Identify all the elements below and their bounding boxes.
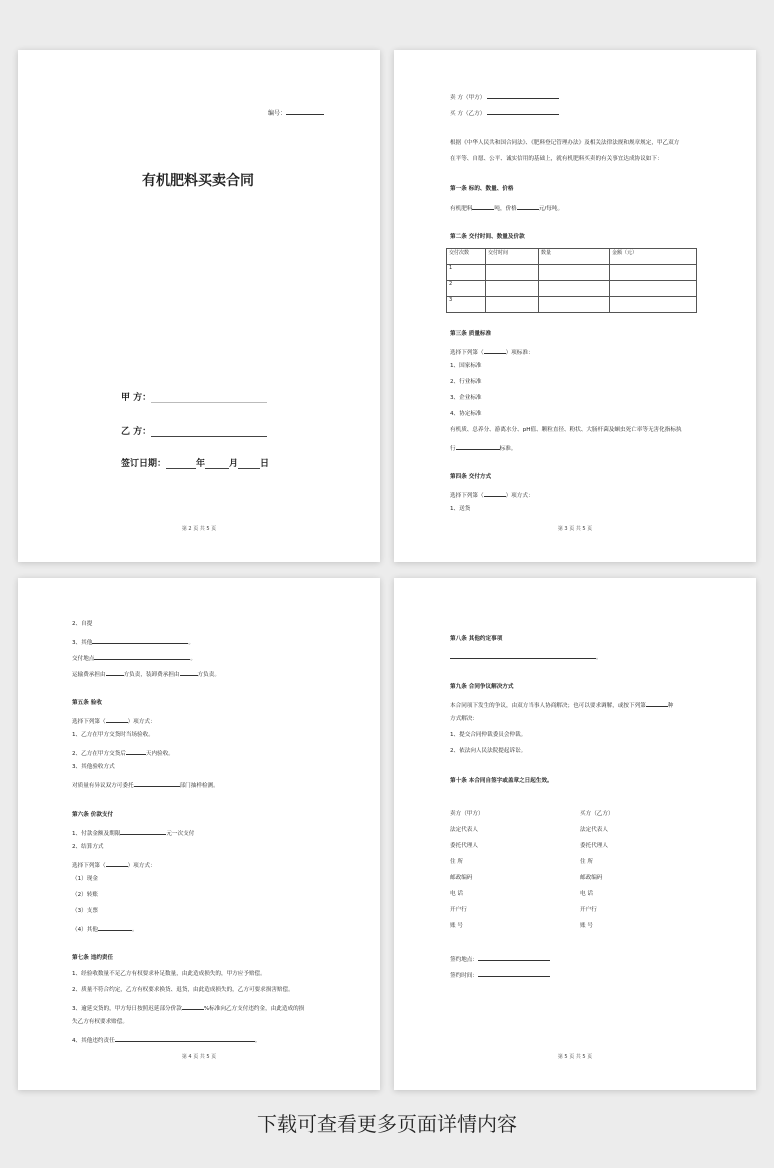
month-blank — [205, 459, 229, 469]
download-caption[interactable]: 下载可查看更多页面详情内容 — [257, 1112, 517, 1136]
table-header-cell: 数量 — [539, 249, 610, 265]
pay-transfer: （2）转账 — [72, 892, 98, 898]
quality-blank — [456, 443, 500, 450]
freight-c: 方负责。 — [197, 672, 220, 678]
other-label: 3、其他 — [72, 640, 93, 646]
p3-line-1: 2、自提 — [72, 621, 93, 627]
page-footer: 第 2 页 共 5 页 — [181, 526, 217, 532]
article-3-heading: 第三条 质量标准 — [450, 331, 492, 337]
standard-choose — [450, 347, 534, 357]
party-a-line — [121, 390, 267, 403]
article-2-heading: 第二条 交付时间、数量及价款 — [450, 234, 525, 240]
tons-blank — [472, 203, 494, 210]
article-8-heading: 第八条 其他约定事项 — [450, 636, 503, 642]
choose-blank — [484, 490, 506, 497]
delivery-choose — [450, 490, 534, 500]
buyer-legal-rep: 法定代表人 — [580, 827, 608, 833]
standard-4: 4、协定标准 — [450, 411, 482, 417]
delivery-1: 1、送货 — [450, 506, 471, 512]
sign-time-blank — [478, 970, 550, 977]
party-b-line — [121, 424, 267, 437]
liability-blank — [115, 1035, 255, 1042]
days-blank — [126, 748, 146, 755]
article-1-text — [450, 203, 563, 213]
price-blank — [517, 203, 539, 210]
p3-line-2: 3、其他 。 — [72, 637, 194, 647]
liability-3-cont: 失乙方有权要求赔偿。 — [72, 1019, 128, 1025]
accept-3: 3、其他验收方式 — [72, 764, 115, 770]
art1-text-c: 元/每吨。 — [538, 206, 564, 212]
sign-date-line — [121, 456, 269, 469]
day-blank — [238, 459, 260, 469]
other-terms-blank — [450, 652, 596, 659]
dispute-4: 2、依法向人民法院提起诉讼。 — [450, 748, 527, 754]
liability-4: 4、其他违约责任 。 — [72, 1035, 260, 1045]
pay-other-blank — [98, 924, 132, 931]
table-row — [447, 281, 697, 297]
table-cell — [610, 265, 697, 281]
payment-1a: 1、付款金额及期限 — [72, 831, 121, 837]
delivery-table — [446, 248, 697, 313]
table-row — [447, 265, 697, 281]
dispute-blank — [646, 700, 668, 707]
contract-page-3 — [18, 578, 380, 1090]
seller-label: 卖 方（甲方） — [450, 95, 486, 101]
accept-2 — [72, 748, 174, 758]
page-footer: 第 3 页 共 5 页 — [557, 526, 593, 532]
choose-a: 选择下列第（ — [450, 493, 484, 499]
choose-blank — [106, 716, 128, 723]
choose-blank — [106, 860, 128, 867]
liability-4-label: 4、其他违约责任 — [72, 1038, 115, 1044]
table-cell — [539, 297, 610, 313]
table-header-cell: 交付次数 — [447, 249, 486, 265]
choose-b: ）项方式： — [127, 719, 156, 725]
article-1-heading: 第一条 标的、数量、价格 — [450, 186, 514, 192]
payment-choose — [72, 860, 156, 870]
table-header-cell: 交付时间 — [486, 249, 539, 265]
table-cell — [539, 265, 610, 281]
sign-date-label: 签订日期： — [121, 459, 167, 469]
dispute-1b: 种 — [667, 703, 674, 709]
choose-b: ）项方式： — [127, 863, 156, 869]
table-cell — [486, 281, 539, 297]
table-cell — [610, 297, 697, 313]
sign-place-blank — [478, 954, 550, 961]
buyer-postcode: 邮政编码 — [580, 875, 603, 881]
seller-agent: 委托代理人 — [450, 843, 478, 849]
choose-c: ）项方式： — [505, 493, 534, 499]
rate-blank — [182, 1003, 204, 1010]
seller-legal-rep: 法定代表人 — [450, 827, 478, 833]
party-a-label: 甲 方： — [121, 393, 152, 403]
dept-blank — [134, 780, 180, 787]
article-4-heading: 第四条 交付方式 — [450, 474, 492, 480]
seller-account: 账 号 — [450, 923, 463, 929]
liability-2: 2、质量不符合约定，乙方有权要求换货、退货，由此造成损失的，乙方可要求损害赔偿。 — [72, 987, 294, 993]
dispute-3: 1、提交合同仲裁委员会仲裁。 — [450, 732, 527, 738]
accept-choose — [72, 716, 156, 726]
party-b-blank — [151, 427, 267, 437]
table-header-cell: 金额（元） — [610, 249, 697, 265]
seller-address: 住 所 — [450, 859, 463, 865]
choose-b: ）项标准： — [505, 350, 534, 356]
contract-title: 有机肥料买卖合同 — [142, 173, 254, 189]
buyer-account: 账 号 — [580, 923, 593, 929]
article-10: 第十条 本合同自签字或盖章之日起生效。 — [450, 778, 553, 784]
accept-1: 1、乙方在甲方交货时当场验收。 — [72, 732, 154, 738]
buyer-sign-label: 买方（乙方） — [580, 811, 614, 817]
payment-2: 2、结算方式 — [72, 844, 104, 850]
quality-2b: 标准。 — [499, 446, 517, 452]
dispute-2: 方式解决： — [450, 716, 478, 722]
seller-line — [450, 92, 559, 102]
buyer-phone: 电 话 — [580, 891, 593, 897]
contract-page-cover — [18, 50, 380, 562]
liability-3b: %标准向乙方支付违约金，由此造成的损 — [203, 1006, 305, 1012]
contract-page-2 — [394, 50, 756, 562]
liability-1: 1、经验收数量不足乙方有权要求补足数量，由此造成损失的，甲方应予赔偿。 — [72, 971, 266, 977]
buyer-line — [450, 108, 559, 118]
party-b-label: 乙 方： — [121, 427, 152, 437]
quality-line-1: 有机质、总养分、游离水分、pH值、颗粒直径、粉状、大肠杆菌及蛔虫死亡率等无害化指标执 — [450, 427, 682, 433]
table-cell — [486, 297, 539, 313]
table-cell: 2 — [447, 281, 486, 297]
pay-other-label: （4）其他 — [72, 927, 98, 933]
standard-2: 2、行业标准 — [450, 379, 482, 385]
accept-4 — [72, 780, 219, 790]
article-6-heading: 第六条 价款支付 — [72, 812, 114, 818]
pay-cheque: （3）支票 — [72, 908, 98, 914]
freight-a: 运输费承担由 — [72, 672, 106, 678]
liability-3 — [72, 1003, 304, 1013]
place-label: 交付地点 — [72, 656, 95, 662]
year-blank — [166, 459, 196, 469]
seller-blank — [487, 92, 559, 99]
p3-line-3: 交付地点 。 — [72, 653, 196, 663]
quality-line-2 — [450, 443, 516, 453]
pay-cash: （1）现金 — [72, 876, 98, 882]
article-7-heading: 第七条 违约责任 — [72, 955, 114, 961]
article-9-heading: 第九条 合同争议解决方式 — [450, 684, 514, 690]
doc-number — [268, 108, 324, 117]
sign-time-line — [450, 970, 550, 980]
freight-b: 方负责，装卸费承担由 — [123, 672, 180, 678]
quality-2a: 行 — [450, 446, 456, 452]
choose-a: 选择下列第（ — [72, 863, 106, 869]
payment-1 — [72, 828, 194, 838]
table-cell — [610, 281, 697, 297]
intro-line-2: 在平等、自愿、公平、诚实信用的基础上，就有机肥料买卖的有关事宜达成协议如下： — [450, 156, 663, 162]
sign-place-label: 签约地点： — [450, 957, 478, 963]
table-row — [447, 297, 697, 313]
choose-a: 选择下列第（ — [72, 719, 106, 725]
freight-blank — [106, 669, 124, 676]
accept-2b: 天内验收。 — [145, 751, 174, 757]
other-terms-line: 。 — [450, 652, 602, 662]
intro-line-1: 根据《中华人民共和国合同法》、《肥料登记管理办法》及相关法律法规和规章规定，甲乙双方 — [450, 140, 680, 146]
accept-4b: 部门抽样检测。 — [179, 783, 219, 789]
standard-3: 3、企业标准 — [450, 395, 482, 401]
amount-blank — [120, 828, 166, 835]
contract-page-4 — [394, 578, 756, 1090]
page-footer: 第 5 页 共 5 页 — [557, 1054, 593, 1060]
buyer-address: 住 所 — [580, 859, 593, 865]
table-header-row — [447, 249, 697, 265]
table-cell: 3 — [447, 297, 486, 313]
buyer-blank — [487, 108, 559, 115]
choose-blank — [484, 347, 506, 354]
accept-4a: 对质量有异议双方可委托 — [72, 783, 134, 789]
buyer-agent: 委托代理人 — [580, 843, 608, 849]
p3-line-4 — [72, 669, 220, 679]
standard-1: 1、国家标准 — [450, 363, 482, 369]
handling-blank — [180, 669, 198, 676]
accept-2a: 2、乙方在甲方交货后 — [72, 751, 126, 757]
month-label: 月 — [229, 459, 239, 469]
payment-1b: 元一次支付 — [166, 831, 195, 837]
other-blank — [92, 637, 188, 644]
day-label: 日 — [260, 459, 270, 469]
page-footer: 第 4 页 共 5 页 — [181, 1054, 217, 1060]
doc-number-label: 编号： — [267, 110, 286, 117]
seller-phone: 电 话 — [450, 891, 463, 897]
choose-a: 选择下列第（ — [450, 350, 484, 356]
buyer-label: 买 方（乙方） — [450, 111, 486, 117]
article-5-heading: 第五条 验收 — [72, 700, 102, 706]
party-a-blank — [151, 393, 267, 403]
liability-3a: 3、逾延交货的，甲方每日按照迟延部分价款 — [72, 1006, 182, 1012]
doc-number-blank — [286, 108, 324, 115]
seller-postcode: 邮政编码 — [450, 875, 473, 881]
art1-text-b: 吨，价格 — [494, 206, 517, 212]
seller-sign-label: 卖方（甲方） — [450, 811, 484, 817]
sign-time-label: 签约时间： — [450, 973, 478, 979]
sign-place-line — [450, 954, 550, 964]
pay-other: （4）其他 。 — [72, 924, 138, 934]
place-blank — [94, 653, 190, 660]
seller-bank: 开户行 — [450, 907, 467, 913]
table-cell: 1 — [447, 265, 486, 281]
art1-text-a: 有机肥料 — [450, 206, 473, 212]
table-cell — [486, 265, 539, 281]
year-label: 年 — [196, 459, 206, 469]
dispute-1 — [450, 700, 673, 710]
table-cell — [539, 281, 610, 297]
dispute-1a: 本合同项下发生的争议，由双方当事人协商解决；也可以要求调解，或按下列第 — [450, 703, 646, 709]
buyer-bank: 开户行 — [580, 907, 597, 913]
